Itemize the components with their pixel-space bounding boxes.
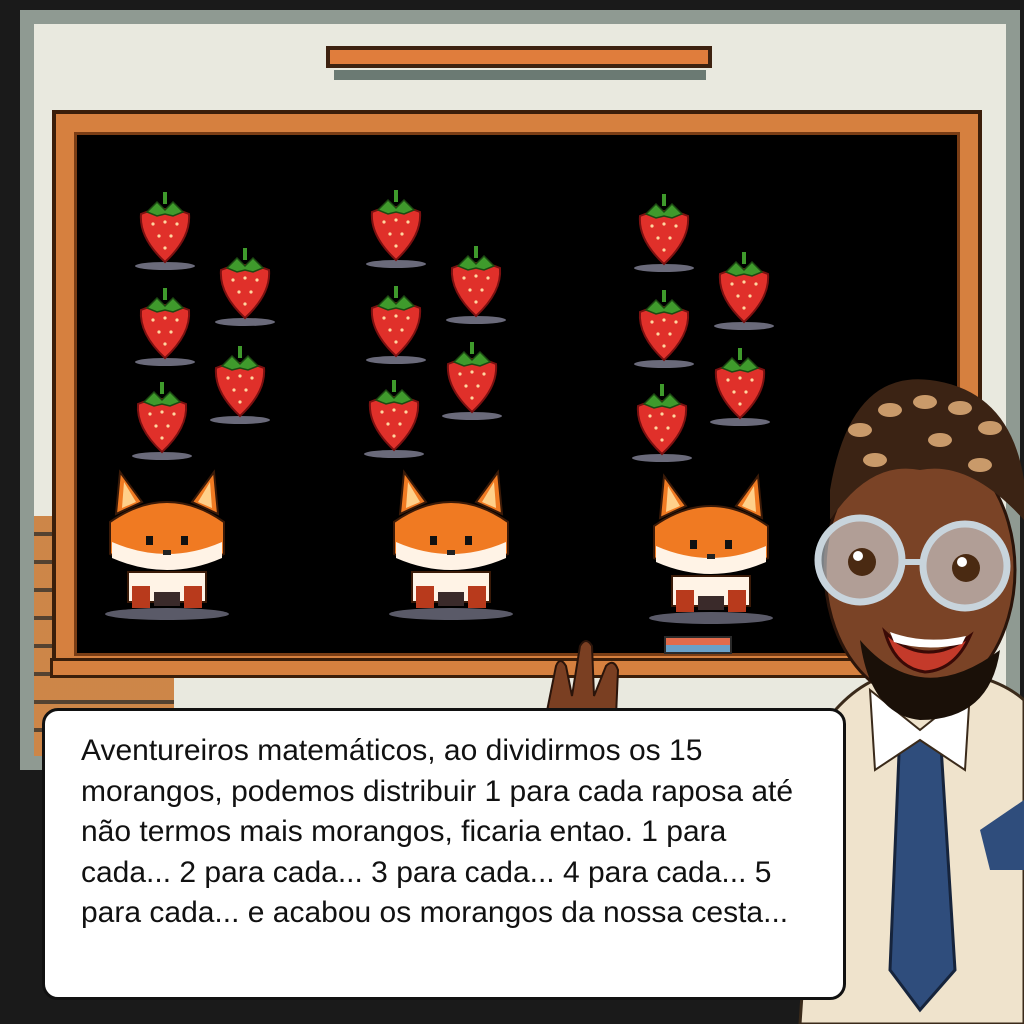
strawberry-icon[interactable] xyxy=(130,376,194,460)
strawberry-icon[interactable] xyxy=(208,340,272,424)
strawberry-icon[interactable] xyxy=(133,282,197,366)
fox-character[interactable] xyxy=(102,462,232,622)
pointing-hand xyxy=(536,636,656,716)
strawberry-icon[interactable] xyxy=(364,280,428,364)
strawberry-icon[interactable] xyxy=(632,188,696,272)
fox-character[interactable] xyxy=(386,462,516,622)
strawberry-icon[interactable] xyxy=(444,240,508,324)
top-shelf xyxy=(326,46,712,68)
strawberry-icon[interactable] xyxy=(708,342,772,426)
dialogue-text: Aventureiros matemáticos, ao dividirmos os 15 morangos, podemos distribuir 1 para cada raposa até não termos mais morangos, ficaria entao. 1 para cada... 2 para cada... 3 para cada... 4 para cada... 5 para cada... e acabou os morangos da nossa cesta... xyxy=(81,734,794,929)
strawberry-icon[interactable] xyxy=(213,242,277,326)
strawberry-icon[interactable] xyxy=(632,284,696,368)
strawberry-icon[interactable] xyxy=(712,246,776,330)
strawberry-icon[interactable] xyxy=(133,186,197,270)
strawberry-icon[interactable] xyxy=(630,378,694,462)
dialogue-box[interactable] xyxy=(42,708,846,1000)
chalk-eraser xyxy=(664,636,732,654)
strawberry-icon[interactable] xyxy=(362,374,426,458)
strawberry-icon[interactable] xyxy=(364,184,428,268)
strawberry-icon[interactable] xyxy=(440,336,504,420)
top-shelf-shadow xyxy=(334,70,706,80)
chalkboard-ledge xyxy=(50,658,900,678)
fox-character[interactable] xyxy=(646,466,776,626)
